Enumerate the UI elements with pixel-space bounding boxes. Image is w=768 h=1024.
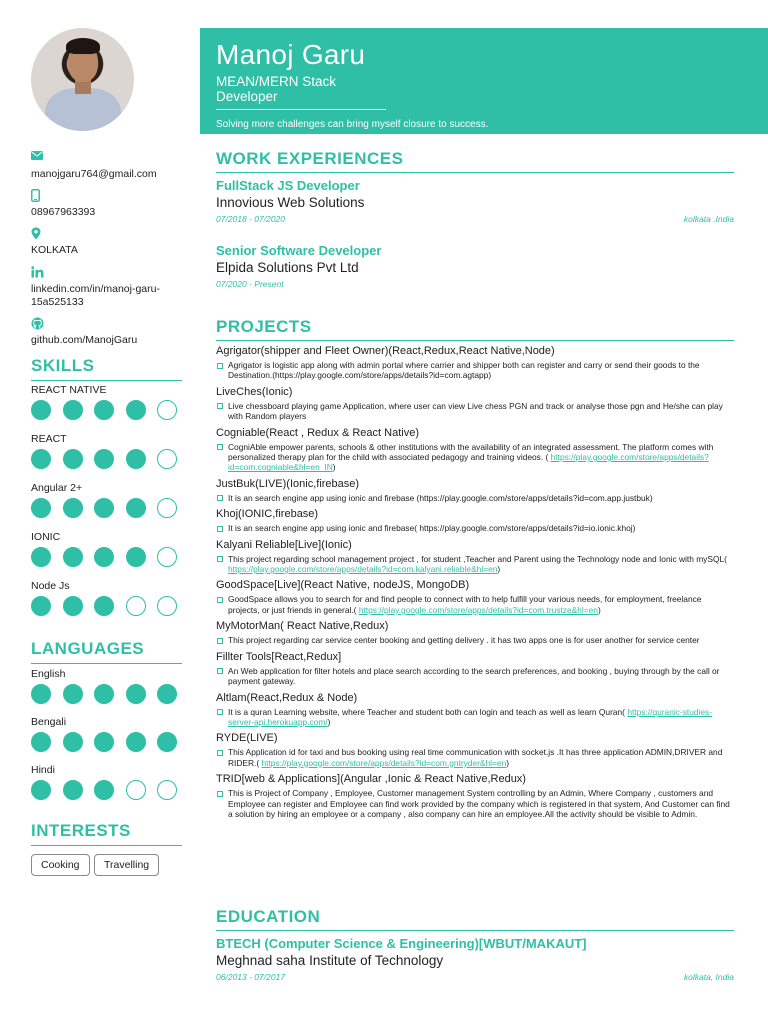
project-description-end: ) [506,757,510,768]
project-description-end: ) [327,716,331,727]
project-description-text: This is Project of Company , Employee, Customer management System controlling by an Admin, Where Company , customers and Employee can register and Employee can find work provided by the company which is registered in that system, And Customer can find a solution by hiring an employee or a company , also company can hire an employee.All the activity should be visible to Admin. [228,788,730,819]
project-description-end: ) [597,604,601,615]
project-item [216,508,734,533]
project-item [216,579,734,615]
project-item [216,732,734,768]
projects-heading: PROJECTS [216,317,734,341]
rating-dots [31,547,177,567]
rating-label: Hindi [31,764,55,776]
rating-dot-filled [31,596,51,616]
rating-dot-filled [157,732,177,752]
project-title: Kalyani Reliable[Live](Ionic) [216,538,352,551]
interest-tag-travelling: Travelling [94,854,159,876]
project-title: Khoj(IONIC,firebase) [216,508,319,521]
rating-dot-filled [94,547,114,567]
rating-dot-filled [94,596,114,616]
rating-dot-empty [126,780,146,800]
rating-dot-filled [94,498,114,518]
project-link[interactable]: https://play.google.com/store/apps/details?id=com.gntryder&hl=en [261,757,507,768]
rating-dots [31,684,177,704]
project-link[interactable]: https://play.google.com/store/apps/details?id=com.trustze&hl=en [358,604,598,615]
github-icon [31,317,191,331]
linkedin-text: linkedin.com/in/manoj-garu-15a525133 [31,283,160,308]
rating-dots [31,596,177,616]
map-pin-icon [31,227,191,241]
project-description-text: This Application id for taxi and bus booking using real time communication with socket.js .It has three application ADMIN,DRIVER and RIDER.( [228,747,723,768]
project-description-text: CogniAble empower parents, schools & other institutions with the availability of an integrated assessment. The platform comes with personalized therapy plan for the child with associated pedagogy and training videos. ( [228,441,714,463]
rating-dot-filled [63,547,83,567]
project-link[interactable]: https://play.google.com/store/apps/details?id=com.kalyani.reliable&hl=en [228,564,498,575]
project-description [216,747,734,768]
rating-dot-empty [157,400,177,420]
project-description-end: ) [497,564,501,575]
rating-dot-filled [126,547,146,567]
rating-dot-filled [63,684,83,704]
contact-phone[interactable] [31,189,191,219]
rating-dot-filled [126,400,146,420]
job-dates: 07/2018 - 07/2020 [216,214,286,224]
languages-heading: LANGUAGES [31,639,182,664]
rating-dot-filled [31,732,51,752]
rating-label: REACT [31,433,67,445]
rating-dots [31,732,177,752]
email-text: manojgaru764@gmail.com [31,168,157,180]
rating-dot-empty [157,780,177,800]
rating-dot-filled [94,780,114,800]
rating-dot-empty [126,596,146,616]
rating-dot-filled [94,684,114,704]
project-description [216,523,734,533]
project-description [216,707,734,728]
rating-dots [31,400,177,420]
project-item [216,620,734,645]
contact-linkedin[interactable] [31,266,191,309]
rating-dot-filled [126,684,146,704]
rating-dot-filled [63,498,83,518]
job-title: Senior Software Developer [216,243,382,258]
project-description [216,442,734,473]
project-description-text: It is an search engine app using ionic and firebase( https://play.google.com/store/apps/details?id=io.ionic.khoj) [228,523,636,534]
rating-dot-filled [31,449,51,469]
education-location: kolkata, India [683,972,734,982]
education-heading: EDUCATION [216,907,734,931]
rating-dot-filled [94,449,114,469]
project-description-text: Agrigator is logistic app along with admin portal where carrier and shipper both can register and carry or send their goods to the Destination.(https://play.google.com/store/apps/details?id=com.agtapp) [228,360,700,381]
rating-dot-filled [126,449,146,469]
project-description [216,360,734,381]
rating-dot-filled [31,547,51,567]
interests-heading: INTERESTS [31,821,182,846]
linkedin-icon [31,266,191,280]
project-item [216,773,734,819]
rating-dot-filled [94,400,114,420]
sidebar [0,0,200,1024]
project-item [216,427,734,473]
rating-dots [31,780,177,800]
rating-label: Angular 2+ [31,482,83,494]
rating-dot-filled [63,449,83,469]
github-text: github.com/ManojGaru [31,334,138,346]
person-name: Manoj Garu [216,39,366,70]
project-title: Cogniable(React , Redux & React Native) [216,426,419,439]
rating-dot-filled [31,684,51,704]
education-dates: 06/2013 - 07/2017 [216,972,286,982]
project-description [216,635,734,645]
project-description-text: Live chessboard playing game Application, where user can view Live chess PGN and track or analyse those pgn and He/she can play with Random players [228,400,723,422]
project-description-text: This project regarding school management project , for student ,Teacher and Parent using the Technology node and Ionic with mySQL( [228,553,727,564]
rating-dots [31,498,177,518]
project-title: Altlam(React,Redux & Node) [216,691,358,704]
rating-dot-filled [126,732,146,752]
header-banner [200,28,768,134]
phone-icon [31,189,191,203]
project-description [216,554,734,575]
envelope-icon [31,151,191,165]
project-description-text: It is an search engine app using ionic and firebase (https://play.google.com/store/apps/details?id=com.app.justbuk) [228,492,653,503]
project-title: LiveChes(Ionic) [216,385,293,398]
rating-dot-empty [157,449,177,469]
rating-dot-filled [31,400,51,420]
job-location: kolkata ,India [683,214,734,224]
job-entry [216,243,734,289]
avatar [31,28,134,131]
project-description [216,788,734,819]
job-entry [216,178,734,224]
project-item [216,651,734,687]
project-description [216,666,734,687]
project-item [216,345,734,381]
rating-label: REACT NATIVE [31,384,107,396]
job-title: FullStack JS Developer [216,178,360,193]
rating-dot-filled [63,596,83,616]
project-description-end: ) [332,462,336,473]
project-link[interactable]: https://play.google.com/store/apps/details?id=com.cogniable&hl=en_IN [228,452,709,473]
rating-dot-filled [31,780,51,800]
rating-dot-filled [31,498,51,518]
rating-label: Node Js [31,580,70,592]
rating-dot-empty [157,596,177,616]
project-description [216,493,734,503]
project-description-text: An Web application for filter hotels and place search according to the search preferences, and booking , buying through by the call or payment gateway. [228,665,720,687]
rating-dot-filled [63,400,83,420]
work-heading: WORK EXPERIENCES [216,149,734,173]
interest-tag-cooking: Cooking [31,854,90,876]
school-name: Meghnad saha Institute of Technology [216,953,444,968]
contact-github[interactable] [31,317,191,347]
job-role: MEAN/MERN Stack Developer [216,74,386,110]
rating-dot-filled [63,780,83,800]
rating-dot-filled [63,732,83,752]
rating-dot-filled [126,498,146,518]
project-item [216,386,734,422]
rating-dots [31,449,177,469]
project-title: Fillter Tools[React,Redux] [216,650,342,663]
project-description-text: GoodSpace allows you to search for and find people to connect with to help fulfill your various needs, for employment, freelance projects, or just friends in general.( [228,594,702,615]
project-description [216,594,734,615]
degree-title: BTECH (Computer Science & Engineering)[WBUT/MAKAUT] [216,936,587,951]
rating-label: English [31,668,66,680]
education-entry [216,936,734,982]
location-text: KOLKATA [31,244,78,256]
project-title: MyMotorMan( React Native,Redux) [216,620,389,633]
project-description [216,401,734,422]
rating-dot-filled [94,732,114,752]
project-item [216,539,734,575]
rating-label: IONIC [31,531,61,543]
project-link[interactable]: https://quranic-studies-server-api.herokuapp.com/ [228,706,713,727]
project-title: RYDE(LIVE) [216,732,278,745]
rating-dot-empty [157,498,177,518]
project-title: Agrigator(shipper and Fleet Owner)(React,Redux,React Native,Node) [216,345,555,357]
projects-list [216,345,734,824]
contact-location [31,227,191,257]
rating-dot-filled [157,684,177,704]
skills-heading: SKILLS [31,356,182,381]
project-description-text: This project regarding car service center booking and getting delivery . it has two apps one is for user another for service center [228,635,700,646]
job-company: Elpida Solutions Pvt Ltd [216,260,359,275]
motto: Solving more challenges can bring myself closure to success. [216,119,489,130]
rating-dot-empty [157,547,177,567]
project-title: JustBuk(LIVE)(Ionic,firebase) [216,477,360,490]
rating-label: Bengali [31,716,67,728]
project-item [216,692,734,728]
job-dates: 07/2020 - Present [216,279,284,289]
job-company: Innovious Web Solutions [216,195,365,210]
project-item [216,478,734,503]
project-title: GoodSpace[Live](React Native, nodeJS, MongoDB) [216,579,470,592]
contact-email[interactable] [31,151,191,181]
project-title: TRID[web & Applications](Angular ,Ionic & React Native,Redux) [216,773,526,786]
project-description-text: It is a quran Learning website, where Teacher and student both can login and teach as well as learn Quran( [228,706,628,717]
phone-text: 08967963393 [31,206,96,218]
